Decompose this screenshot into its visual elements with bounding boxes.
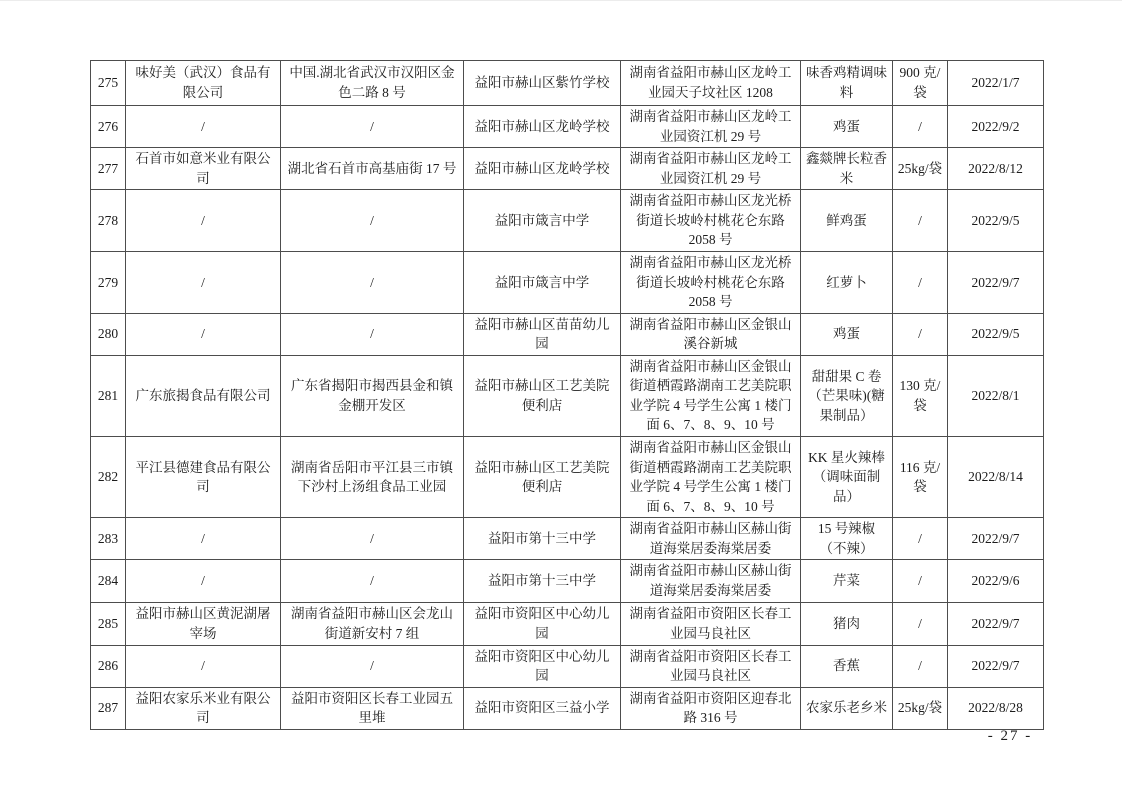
cell-company: 石首市如意米业有限公司 — [126, 148, 281, 190]
cell-sample_site_address: 湖南省益阳市赫山区金银山街道栖霞路湖南工艺美院职业学院 4 号学生公寓 1 楼门面 6、7、8、9、10 号 — [621, 355, 801, 436]
cell-company_address: / — [281, 106, 464, 148]
table-row — [91, 61, 1044, 106]
cell-sample_site: 益阳市箴言中学 — [464, 251, 621, 313]
cell-sample_site: 益阳市资阳区中心幼儿园 — [464, 645, 621, 687]
table-row — [91, 687, 1044, 729]
cell-sample_site_address: 湖南省益阳市赫山区金银山街道栖霞路湖南工艺美院职业学院 4 号学生公寓 1 楼门面 6、7、8、9、10 号 — [621, 437, 801, 518]
records-table-body — [91, 61, 1044, 730]
cell-no: 279 — [91, 251, 126, 313]
cell-no: 286 — [91, 645, 126, 687]
cell-company_address: 湖南省益阳市赫山区会龙山街道新安村 7 组 — [281, 602, 464, 645]
sampling-records-table — [90, 60, 1044, 730]
cell-company_address: 中国.湖北省武汉市汉阳区金色二路 8 号 — [281, 61, 464, 106]
cell-company: / — [126, 313, 281, 355]
cell-company: / — [126, 560, 281, 602]
cell-company_address: 广东省揭阳市揭西县金和镇金棚开发区 — [281, 355, 464, 436]
cell-product: 猪肉 — [801, 602, 893, 645]
cell-company: 平江县德建食品有限公司 — [126, 437, 281, 518]
page-number: - 27 - — [987, 728, 1033, 744]
cell-company_address: 益阳市资阳区长春工业园五里堆 — [281, 687, 464, 729]
cell-product: 甜甜果 C 卷（芒果味)(糖果制品） — [801, 355, 893, 436]
cell-sample_site: 益阳市赫山区龙岭学校 — [464, 106, 621, 148]
table-row — [91, 190, 1044, 252]
cell-sample_site_address: 湖南省益阳市赫山区赫山街道海棠居委海棠居委 — [621, 560, 801, 602]
cell-date: 2022/8/14 — [948, 437, 1044, 518]
cell-company: 益阳农家乐米业有限公司 — [126, 687, 281, 729]
cell-date: 2022/9/7 — [948, 518, 1044, 560]
cell-no: 285 — [91, 602, 126, 645]
cell-spec: 116 克/袋 — [893, 437, 948, 518]
cell-company: 广东旅揭食品有限公司 — [126, 355, 281, 436]
cell-sample_site_address: 湖南省益阳市资阳区长春工业园马良社区 — [621, 645, 801, 687]
table-row — [91, 518, 1044, 560]
cell-no: 280 — [91, 313, 126, 355]
cell-product: 农家乐老乡米 — [801, 687, 893, 729]
cell-date: 2022/9/7 — [948, 645, 1044, 687]
cell-sample_site_address: 湖南省益阳市赫山区金银山溪谷新城 — [621, 313, 801, 355]
cell-product: 红萝卜 — [801, 251, 893, 313]
cell-sample_site_address: 湖南省益阳市赫山区龙光桥街道长坡岭村桃花仑东路 2058 号 — [621, 251, 801, 313]
cell-product: 鸡蛋 — [801, 106, 893, 148]
cell-product: 鸡蛋 — [801, 313, 893, 355]
cell-sample_site_address: 湖南省益阳市赫山区赫山街道海棠居委海棠居委 — [621, 518, 801, 560]
cell-company: / — [126, 251, 281, 313]
cell-company: 味好美（武汉）食品有限公司 — [126, 61, 281, 106]
cell-company: / — [126, 190, 281, 252]
cell-spec: / — [893, 313, 948, 355]
cell-spec: 900 克/袋 — [893, 61, 948, 106]
cell-sample_site_address: 湖南省益阳市赫山区龙岭工业园资江机 29 号 — [621, 148, 801, 190]
cell-product: 鲜鸡蛋 — [801, 190, 893, 252]
table-row — [91, 251, 1044, 313]
cell-sample_site: 益阳市赫山区工艺美院便利店 — [464, 437, 621, 518]
cell-sample_site_address: 湖南省益阳市资阳区长春工业园马良社区 — [621, 602, 801, 645]
cell-date: 2022/9/5 — [948, 190, 1044, 252]
cell-product: 鑫燚牌长粒香米 — [801, 148, 893, 190]
cell-sample_site: 益阳市赫山区苗苗幼儿园 — [464, 313, 621, 355]
cell-sample_site: 益阳市赫山区龙岭学校 — [464, 148, 621, 190]
cell-spec: 25kg/袋 — [893, 148, 948, 190]
table-row — [91, 148, 1044, 190]
cell-spec: / — [893, 190, 948, 252]
cell-no: 277 — [91, 148, 126, 190]
cell-no: 283 — [91, 518, 126, 560]
cell-company_address: / — [281, 645, 464, 687]
cell-no: 278 — [91, 190, 126, 252]
cell-sample_site: 益阳市资阳区中心幼儿园 — [464, 602, 621, 645]
cell-company: / — [126, 518, 281, 560]
cell-date: 2022/9/6 — [948, 560, 1044, 602]
cell-spec: / — [893, 106, 948, 148]
table-row — [91, 106, 1044, 148]
cell-date: 2022/9/5 — [948, 313, 1044, 355]
cell-no: 275 — [91, 61, 126, 106]
cell-company: / — [126, 106, 281, 148]
cell-sample_site: 益阳市第十三中学 — [464, 518, 621, 560]
cell-company_address: 湖北省石首市高基庙街 17 号 — [281, 148, 464, 190]
table-row — [91, 313, 1044, 355]
cell-sample_site: 益阳市资阳区三益小学 — [464, 687, 621, 729]
cell-spec: / — [893, 602, 948, 645]
cell-company_address: / — [281, 313, 464, 355]
cell-product: 香蕉 — [801, 645, 893, 687]
table-row — [91, 645, 1044, 687]
cell-company_address: / — [281, 251, 464, 313]
cell-sample_site_address: 湖南省益阳市资阳区迎春北路 316 号 — [621, 687, 801, 729]
cell-spec: 25kg/袋 — [893, 687, 948, 729]
cell-company: / — [126, 645, 281, 687]
cell-company_address: 湖南省岳阳市平江县三市镇下沙村上汤组食品工业园 — [281, 437, 464, 518]
cell-sample_site: 益阳市箴言中学 — [464, 190, 621, 252]
cell-date: 2022/8/12 — [948, 148, 1044, 190]
cell-sample_site_address: 湖南省益阳市赫山区龙岭工业园资江机 29 号 — [621, 106, 801, 148]
cell-date: 2022/1/7 — [948, 61, 1044, 106]
table-row — [91, 560, 1044, 602]
cell-company_address: / — [281, 190, 464, 252]
cell-company_address: / — [281, 560, 464, 602]
cell-sample_site_address: 湖南省益阳市赫山区龙光桥街道长坡岭村桃花仑东路 2058 号 — [621, 190, 801, 252]
cell-sample_site: 益阳市赫山区紫竹学校 — [464, 61, 621, 106]
cell-spec: / — [893, 518, 948, 560]
cell-date: 2022/8/28 — [948, 687, 1044, 729]
cell-no: 281 — [91, 355, 126, 436]
table-row — [91, 437, 1044, 518]
cell-spec: / — [893, 645, 948, 687]
cell-date: 2022/9/7 — [948, 602, 1044, 645]
cell-no: 282 — [91, 437, 126, 518]
cell-product: 味香鸡精调味料 — [801, 61, 893, 106]
cell-date: 2022/8/1 — [948, 355, 1044, 436]
cell-product: 15 号辣椒（不辣） — [801, 518, 893, 560]
cell-sample_site: 益阳市第十三中学 — [464, 560, 621, 602]
table-row — [91, 355, 1044, 436]
cell-date: 2022/9/2 — [948, 106, 1044, 148]
cell-product: KK 星火辣棒（调味面制品） — [801, 437, 893, 518]
cell-spec: / — [893, 251, 948, 313]
cell-no: 287 — [91, 687, 126, 729]
cell-no: 276 — [91, 106, 126, 148]
cell-date: 2022/9/7 — [948, 251, 1044, 313]
cell-company: 益阳市赫山区黄泥湖屠宰场 — [126, 602, 281, 645]
cell-spec: / — [893, 560, 948, 602]
cell-no: 284 — [91, 560, 126, 602]
cell-company_address: / — [281, 518, 464, 560]
cell-spec: 130 克/袋 — [893, 355, 948, 436]
table-row — [91, 602, 1044, 645]
cell-product: 芹菜 — [801, 560, 893, 602]
cell-sample_site_address: 湖南省益阳市赫山区龙岭工业园天子坟社区 1208 — [621, 61, 801, 106]
cell-sample_site: 益阳市赫山区工艺美院便利店 — [464, 355, 621, 436]
